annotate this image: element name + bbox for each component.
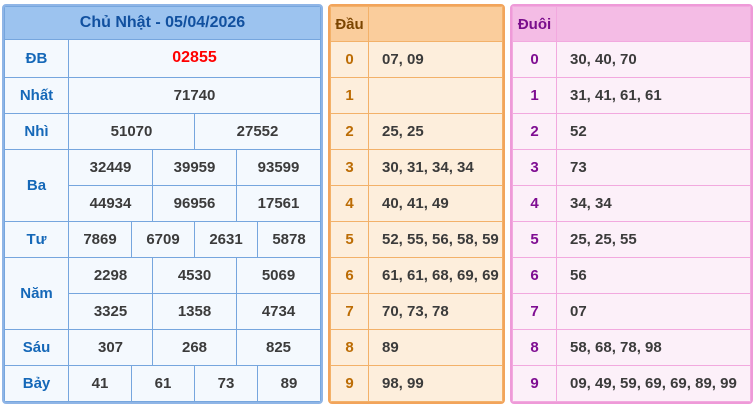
prize-value: 17561 bbox=[237, 185, 321, 221]
prize-value: 4734 bbox=[237, 293, 321, 329]
numbers-cell: 40, 41, 49 bbox=[369, 186, 503, 222]
prize-value: 5878 bbox=[258, 221, 321, 257]
digit-cell: 0 bbox=[513, 42, 557, 78]
numbers-cell: 30, 31, 34, 34 bbox=[369, 150, 503, 186]
table-row bbox=[5, 113, 321, 149]
dau-header: Đầu bbox=[331, 7, 369, 42]
prize-value: 44934 bbox=[69, 185, 153, 221]
table-row bbox=[513, 258, 751, 294]
prize-label: Nhất bbox=[5, 77, 69, 113]
table-row bbox=[5, 221, 321, 257]
prize-value: 3325 bbox=[69, 293, 153, 329]
prize-value: 89 bbox=[258, 365, 321, 401]
prize-value: 96956 bbox=[153, 185, 237, 221]
table-row bbox=[513, 330, 751, 366]
prize-value: 73 bbox=[195, 365, 258, 401]
special-prize-value: 02855 bbox=[69, 40, 321, 78]
prize-value: 41 bbox=[69, 365, 132, 401]
prize-label: Bảy bbox=[5, 365, 69, 401]
results-title: Chủ Nhật - 05/04/2026 bbox=[5, 7, 321, 40]
digit-cell: 6 bbox=[513, 258, 557, 294]
digit-cell: 7 bbox=[513, 294, 557, 330]
duoi-table bbox=[512, 6, 751, 402]
digit-cell: 4 bbox=[513, 186, 557, 222]
table-row bbox=[331, 42, 503, 78]
table-row bbox=[331, 222, 503, 258]
prize-value: 2298 bbox=[69, 257, 153, 293]
prize-value: 27552 bbox=[195, 113, 321, 149]
numbers-cell: 58, 68, 78, 98 bbox=[557, 330, 751, 366]
numbers-cell: 30, 40, 70 bbox=[557, 42, 751, 78]
prize-value: 4530 bbox=[153, 257, 237, 293]
table-row bbox=[513, 186, 751, 222]
table-row bbox=[513, 42, 751, 78]
prize-label: Năm bbox=[5, 257, 69, 329]
duoi-header-empty bbox=[557, 7, 751, 42]
table-row bbox=[331, 294, 503, 330]
duoi-panel bbox=[510, 4, 753, 404]
table-row bbox=[5, 329, 321, 365]
digit-cell: 2 bbox=[331, 114, 369, 150]
numbers-cell: 98, 99 bbox=[369, 366, 503, 402]
prize-value: 825 bbox=[237, 329, 321, 365]
digit-cell: 2 bbox=[513, 114, 557, 150]
numbers-cell: 25, 25 bbox=[369, 114, 503, 150]
digit-cell: 1 bbox=[513, 78, 557, 114]
prize-value: 51070 bbox=[69, 113, 195, 149]
results-header-row bbox=[5, 7, 321, 40]
digit-cell: 9 bbox=[513, 366, 557, 402]
numbers-cell: 73 bbox=[557, 150, 751, 186]
digit-cell: 8 bbox=[513, 330, 557, 366]
duoi-header-row bbox=[513, 7, 751, 42]
prize-value: 6709 bbox=[132, 221, 195, 257]
table-row bbox=[513, 114, 751, 150]
prize-label: Ba bbox=[5, 149, 69, 221]
digit-cell: 5 bbox=[331, 222, 369, 258]
prize-value: 93599 bbox=[237, 149, 321, 185]
results-table bbox=[4, 6, 321, 402]
table-row bbox=[513, 222, 751, 258]
numbers-cell: 34, 34 bbox=[557, 186, 751, 222]
table-row bbox=[331, 150, 503, 186]
digit-cell: 6 bbox=[331, 258, 369, 294]
dau-header-row bbox=[331, 7, 503, 42]
numbers-cell: 07, 09 bbox=[369, 42, 503, 78]
numbers-cell: 25, 25, 55 bbox=[557, 222, 751, 258]
prize-value: 268 bbox=[153, 329, 237, 365]
prize-label: ĐB bbox=[5, 40, 69, 78]
table-row bbox=[331, 78, 503, 114]
table-row bbox=[331, 330, 503, 366]
table-row bbox=[331, 186, 503, 222]
prize-value: 39959 bbox=[153, 149, 237, 185]
numbers-cell: 61, 61, 68, 69, 69 bbox=[369, 258, 503, 294]
numbers-cell: 70, 73, 78 bbox=[369, 294, 503, 330]
prize-value: 5069 bbox=[237, 257, 321, 293]
prize-value: 2631 bbox=[195, 221, 258, 257]
digit-cell: 1 bbox=[331, 78, 369, 114]
prize-value: 1358 bbox=[153, 293, 237, 329]
digit-cell: 8 bbox=[331, 330, 369, 366]
digit-cell: 4 bbox=[331, 186, 369, 222]
duoi-header: Đuôi bbox=[513, 7, 557, 42]
numbers-cell: 52 bbox=[557, 114, 751, 150]
prize-label: Nhì bbox=[5, 113, 69, 149]
table-row bbox=[5, 365, 321, 401]
table-row bbox=[513, 150, 751, 186]
results-panel bbox=[2, 4, 323, 404]
prize-label: Sáu bbox=[5, 329, 69, 365]
numbers-cell: 09, 49, 59, 69, 69, 89, 99 bbox=[557, 366, 751, 402]
table-row bbox=[5, 77, 321, 113]
numbers-cell: 56 bbox=[557, 258, 751, 294]
numbers-cell: 31, 41, 61, 61 bbox=[557, 78, 751, 114]
numbers-cell: 52, 55, 56, 58, 59 bbox=[369, 222, 503, 258]
table-row bbox=[513, 78, 751, 114]
table-row bbox=[331, 366, 503, 402]
dau-table bbox=[330, 6, 503, 402]
dau-panel bbox=[328, 4, 505, 404]
prize-value: 71740 bbox=[69, 77, 321, 113]
numbers-cell: 07 bbox=[557, 294, 751, 330]
dau-header-empty bbox=[369, 7, 503, 42]
numbers-cell bbox=[369, 78, 503, 114]
prize-label: Tư bbox=[5, 221, 69, 257]
table-row bbox=[331, 114, 503, 150]
table-row bbox=[513, 366, 751, 402]
table-row bbox=[331, 258, 503, 294]
digit-cell: 3 bbox=[513, 150, 557, 186]
table-row bbox=[513, 294, 751, 330]
prize-value: 61 bbox=[132, 365, 195, 401]
table-row bbox=[5, 149, 321, 185]
prize-value: 307 bbox=[69, 329, 153, 365]
table-row bbox=[5, 40, 321, 78]
prize-value: 32449 bbox=[69, 149, 153, 185]
digit-cell: 5 bbox=[513, 222, 557, 258]
digit-cell: 7 bbox=[331, 294, 369, 330]
digit-cell: 9 bbox=[331, 366, 369, 402]
numbers-cell: 89 bbox=[369, 330, 503, 366]
digit-cell: 0 bbox=[331, 42, 369, 78]
table-row bbox=[5, 257, 321, 293]
digit-cell: 3 bbox=[331, 150, 369, 186]
prize-value: 7869 bbox=[69, 221, 132, 257]
